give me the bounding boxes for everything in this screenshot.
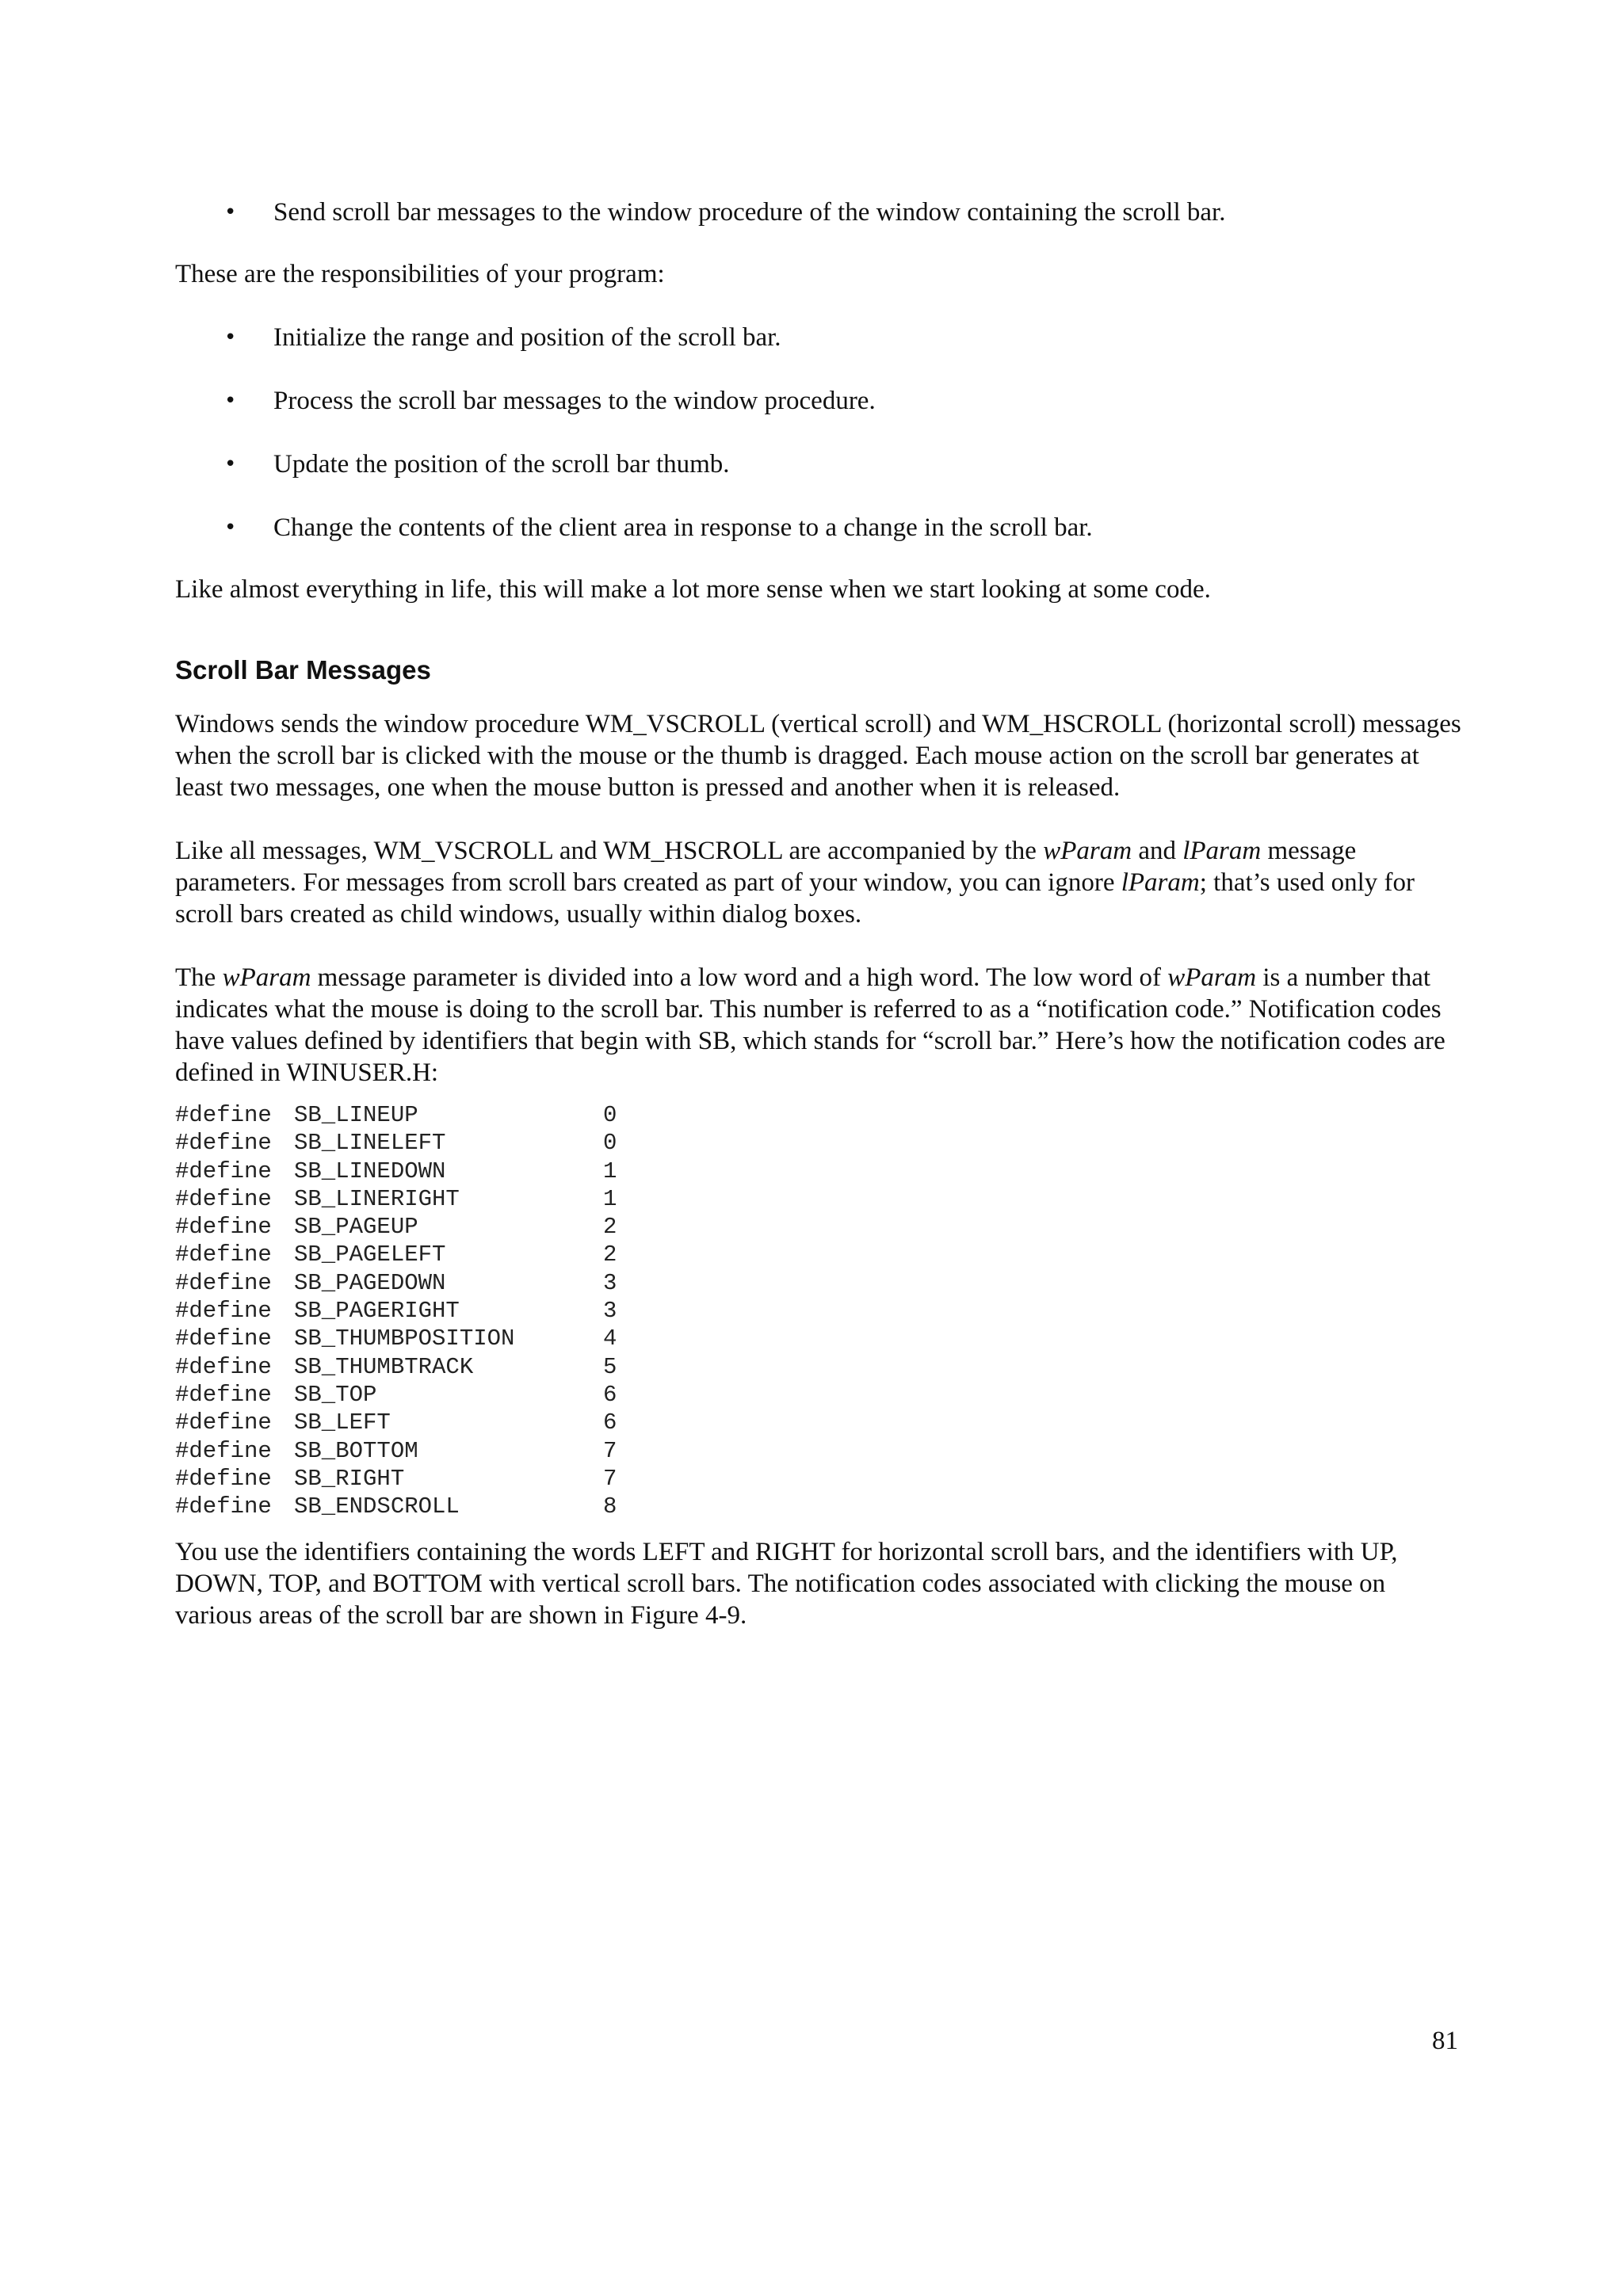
code-identifier: SB_PAGERIGHT <box>294 1298 460 1325</box>
paragraph-4: You use the identifiers containing the words LEFT and RIGHT for horizontal scroll bars, and the identifiers with UP, DOWN, TOP, and BOTTOM with vertical scroll bars. The notification codes associated with clicking the mouse on various areas of the scroll bar are shown in Figure 4-9. <box>175 1538 1398 1630</box>
code-keyword: #define <box>175 1158 272 1184</box>
italic-term: lParam <box>1182 837 1262 865</box>
italic-term: wParam <box>1043 837 1132 865</box>
code-value: 7 <box>603 1437 617 1464</box>
code-identifier: SB_LEFT <box>294 1409 391 1436</box>
code-keyword: #define <box>175 1298 272 1325</box>
text-run: message parameter is divided into a low word and a high word. The low word of <box>311 963 1168 992</box>
code-line <box>175 1241 1467 1268</box>
code-keyword: #define <box>175 1102 272 1128</box>
list-item <box>175 512 1467 543</box>
code-line <box>175 1353 1467 1381</box>
code-value: 6 <box>603 1381 617 1408</box>
code-identifier: SB_ENDSCROLL <box>294 1493 460 1520</box>
paragraph-1: Windows sends the window procedure WM_VSCROLL (vertical scroll) and WM_HSCROLL (horizontal scroll) messages when the scroll bar is clicked with the mouse or the thumb is dragged. Each mouse action on the scroll bar generates at least two messages, one when the mouse button is pressed and another when it is released. <box>175 710 1461 802</box>
text-run: message parameters. For messages from scroll bars created as part of your window, you can ignore <box>175 837 1357 897</box>
code-line <box>175 1269 1467 1297</box>
code-value: 3 <box>603 1298 617 1325</box>
code-keyword: #define <box>175 1185 272 1212</box>
code-keyword: #define <box>175 1381 272 1408</box>
code-identifier: SB_LINEDOWN <box>294 1158 446 1184</box>
code-value: 2 <box>603 1214 617 1241</box>
bullet-icon: • <box>224 516 237 540</box>
code-keyword: #define <box>175 1493 272 1520</box>
code-keyword: #define <box>175 1437 272 1464</box>
code-keyword: #define <box>175 1353 272 1380</box>
bullet-icon: • <box>224 200 237 224</box>
italic-term: wParam <box>1167 963 1257 992</box>
code-line <box>175 1185 1467 1213</box>
list-item <box>175 448 1467 480</box>
code-keyword: #define <box>175 1241 272 1268</box>
code-identifier: SB_PAGEDOWN <box>294 1269 446 1296</box>
code-value: 1 <box>603 1158 617 1184</box>
code-keyword: #define <box>175 1465 272 1492</box>
code-value: 4 <box>603 1325 617 1352</box>
list-item-text: Change the contents of the client area in response to a change in the scroll bar. <box>273 513 1093 542</box>
code-value: 6 <box>603 1409 617 1436</box>
intro-responsibilities: These are the responsibilities of your program: <box>175 260 665 288</box>
code-identifier: SB_TOP <box>294 1381 377 1408</box>
code-identifier: SB_PAGEUP <box>294 1214 418 1241</box>
code-line <box>175 1158 1467 1185</box>
list-item <box>175 385 1467 417</box>
code-line <box>175 1213 1467 1241</box>
code-keyword: #define <box>175 1269 272 1296</box>
code-line <box>175 1101 1467 1129</box>
text-run: Like all messages, WM_VSCROLL and WM_HSCROLL are accompanied by the <box>175 837 1044 865</box>
italic-term: lParam <box>1121 868 1200 897</box>
code-identifier: SB_BOTTOM <box>294 1437 418 1464</box>
list-item-text: Update the position of the scroll bar thumb. <box>273 450 730 479</box>
code-identifier: SB_THUMBTRACK <box>294 1353 474 1380</box>
code-line <box>175 1297 1467 1325</box>
code-keyword: #define <box>175 1214 272 1241</box>
code-identifier: SB_LINERIGHT <box>294 1185 460 1212</box>
code-block <box>175 1101 1467 1520</box>
bullet-icon: • <box>224 326 237 349</box>
code-value: 3 <box>603 1269 617 1296</box>
section-heading: Scroll Bar Messages <box>175 655 431 685</box>
list-item <box>175 322 1467 353</box>
code-identifier: SB_THUMBPOSITION <box>294 1325 515 1352</box>
code-value: 1 <box>603 1185 617 1212</box>
italic-term: wParam <box>222 963 311 992</box>
code-line <box>175 1409 1467 1436</box>
paragraph-2 <box>175 835 1467 930</box>
text-run: The <box>175 963 223 992</box>
code-keyword: #define <box>175 1409 272 1436</box>
bullet-list-top <box>175 196 1467 228</box>
code-identifier: SB_RIGHT <box>294 1465 405 1492</box>
text-run: and <box>1132 837 1183 865</box>
code-value: 8 <box>603 1493 617 1520</box>
code-line <box>175 1465 1467 1493</box>
page-content <box>175 181 1467 1631</box>
code-value: 2 <box>603 1241 617 1268</box>
bullet-list-responsibilities <box>175 322 1467 543</box>
paragraph-3 <box>175 962 1467 1089</box>
code-keyword: #define <box>175 1325 272 1352</box>
list-item-text: Send scroll bar messages to the window procedure of the window containing the scroll bar. <box>273 198 1226 227</box>
bullet-icon: • <box>224 452 237 476</box>
code-keyword: #define <box>175 1130 272 1157</box>
code-line <box>175 1129 1467 1157</box>
page-number: 81 <box>1432 2027 1458 2055</box>
code-line <box>175 1325 1467 1352</box>
code-identifier: SB_PAGELEFT <box>294 1241 446 1268</box>
list-item-text: Initialize the range and position of the scroll bar. <box>273 323 781 352</box>
closing-line: Like almost everything in life, this will make a lot more sense when we start looking at some code. <box>175 575 1211 604</box>
code-value: 7 <box>603 1465 617 1492</box>
code-value: 5 <box>603 1353 617 1380</box>
list-item <box>175 196 1467 228</box>
code-identifier: SB_LINEUP <box>294 1102 418 1128</box>
text-run: ; that’s used only for scroll bars created as child windows, usually within dialog boxes. <box>175 868 1415 929</box>
code-line <box>175 1493 1467 1520</box>
bullet-icon: • <box>224 389 237 413</box>
code-line <box>175 1381 1467 1409</box>
code-identifier: SB_LINELEFT <box>294 1130 446 1157</box>
code-line <box>175 1437 1467 1465</box>
code-value: 0 <box>603 1102 617 1128</box>
text-run: is a number that indicates what the mouse is doing to the scroll bar. This number is referred to as a “notification code.” Notification codes have values defined by identifiers that begin with SB, which stands for “scroll bar.” Here’s how the notification codes are defined in WINUSER.H: <box>175 963 1445 1087</box>
code-value: 0 <box>603 1130 617 1157</box>
list-item-text: Process the scroll bar messages to the window procedure. <box>273 387 876 415</box>
